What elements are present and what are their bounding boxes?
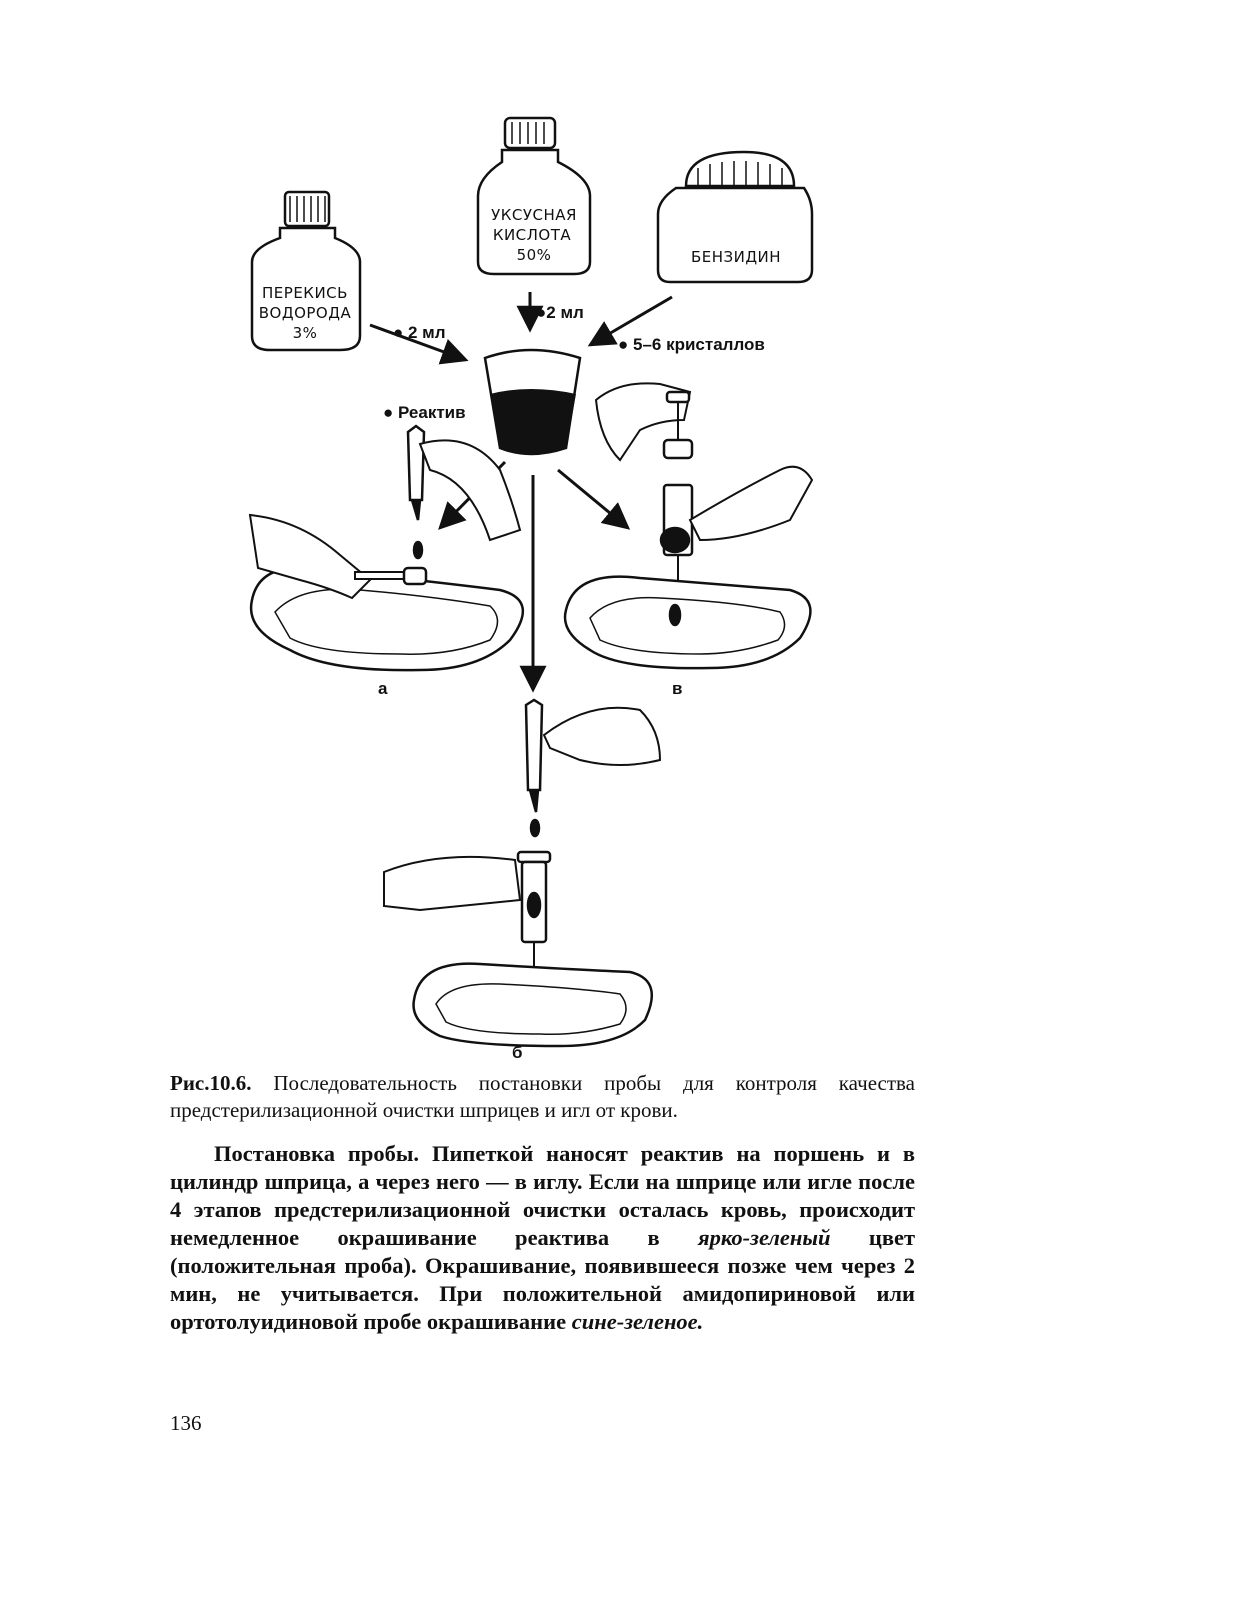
panel-b-label: б [512, 1043, 523, 1062]
arrow-to-panel-v [558, 470, 628, 528]
paragraph-part2: цвет (положительная проба). Окрашивание, появившееся позже чем через 2 мин, не учитывается. При положительной амидопириновой или ортотолуидиновой пробе окрашивание [170, 1225, 916, 1334]
page-number: 136 [170, 1411, 202, 1435]
benzidine-jar [658, 152, 812, 282]
peroxide-label-line2: ВОДОРОДА [258, 304, 352, 322]
paragraph-italic2: сине-зеленое. [571, 1309, 704, 1334]
paragraph-part1: Пипеткой наносят реактив на поршень и в цилиндр шприца, а через него — в иглу. Если на шприце или игле после 4 этапов предстерилизационной очистки осталась кровь, происходит немедленное окрашивание реактива в [170, 1141, 915, 1250]
benzidine-label: БЕНЗИДИН [690, 248, 782, 266]
panel-v-label: в [672, 679, 683, 698]
paragraph-italic1: ярко-зеленый [698, 1225, 831, 1250]
body-paragraph [170, 1140, 915, 1336]
peroxide-bottle [252, 192, 360, 350]
panel-a-label: а [378, 679, 388, 698]
amount-benzidine: ● 5–6 кристаллов [618, 335, 765, 354]
figure-number: Рис.10.6. [170, 1071, 252, 1095]
acetic-label-line1: УКСУСНАЯ [491, 206, 577, 224]
caption-text: Последовательность постановки пробы для контроля качества предстерилизационной очистки шприцев и игл от крови. [170, 1071, 916, 1122]
acetic-acid-bottle [478, 118, 590, 274]
acetic-label-line3: 50% [516, 246, 552, 264]
paragraph-heading: Постановка пробы. [214, 1141, 420, 1166]
panel-b-illustration [384, 700, 660, 1046]
panel-a-illustration [250, 426, 523, 670]
peroxide-label-line1: ПЕРЕКИСЬ [262, 284, 348, 302]
peroxide-label-line3: 3% [292, 324, 318, 342]
amount-acetic: ●2 мл [536, 303, 584, 322]
reagent-glass [485, 350, 580, 454]
acetic-label-line2: КИСЛОТА [492, 226, 572, 244]
amount-peroxide: ● 2 мл [393, 323, 446, 342]
reagent-label: ● Реактив [383, 403, 466, 422]
panel-v-illustration [565, 383, 812, 668]
figure-caption [170, 1070, 915, 1124]
